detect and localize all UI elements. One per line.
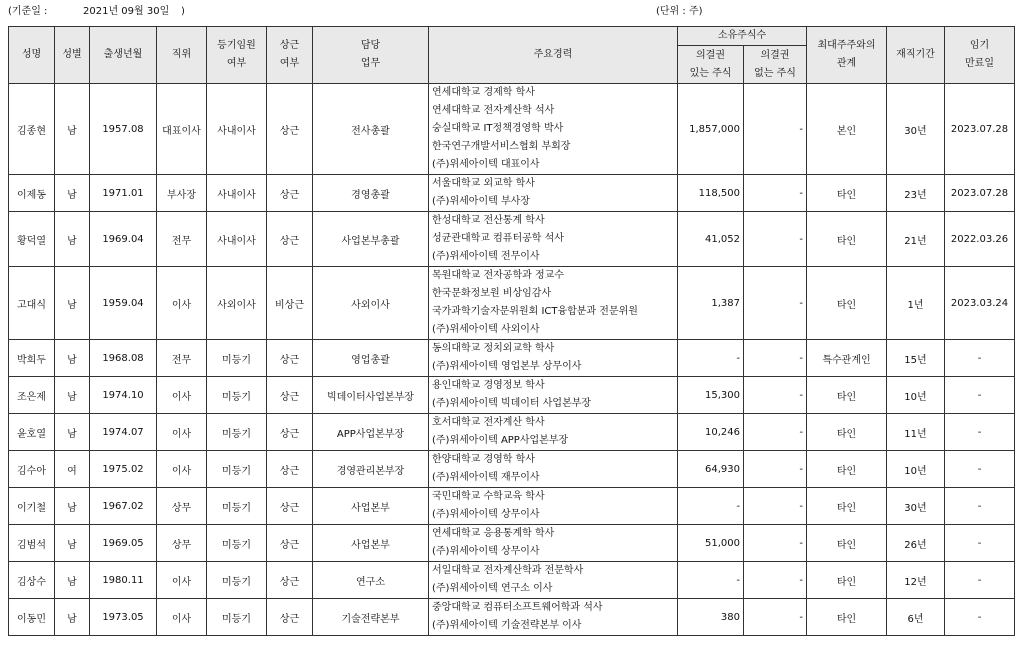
career-line: 서울대학교 외교학 학사 (432, 178, 535, 189)
row-term-end: - (945, 377, 1015, 414)
row-position: 이사 (157, 451, 207, 488)
row-name: 이제동 (9, 175, 55, 212)
row-voting-shares: 15,300 (678, 377, 744, 414)
career-line: (주)위세아이텍 상무이사 (432, 546, 540, 557)
row-term-end: 2023.07.28 (945, 175, 1015, 212)
table-row (9, 525, 1015, 562)
table-header (9, 27, 1015, 84)
row-fulltime: 상근 (267, 377, 313, 414)
table-row (9, 175, 1015, 212)
row-registered: 미등기 (207, 562, 267, 599)
row-term-end: 2023.07.28 (945, 84, 1015, 175)
row-nonvoting-shares: - (744, 599, 807, 636)
table-notes (8, 2, 1014, 18)
career-line: 연세대학교 경제학 학사 (432, 87, 535, 98)
career-line: (주)위세아이텍 전무이사 (432, 251, 540, 262)
row-birth: 1974.10 (90, 377, 157, 414)
row-gender: 남 (55, 599, 90, 636)
row-name: 이기철 (9, 488, 55, 525)
row-relation: 타인 (807, 377, 887, 414)
row-term-end: - (945, 599, 1015, 636)
row-relation: 본인 (807, 84, 887, 175)
header-voting: 의결권 있는 주식 (678, 46, 744, 84)
row-position: 전무 (157, 212, 207, 267)
header-fulltime: 상근 여부 (267, 27, 313, 84)
row-position: 상무 (157, 525, 207, 562)
row-term-end: 2022.03.26 (945, 212, 1015, 267)
table-row (9, 267, 1015, 340)
row-duty: 연구소 (313, 562, 429, 599)
row-nonvoting-shares: - (744, 525, 807, 562)
row-birth: 1973.05 (90, 599, 157, 636)
row-name: 김범석 (9, 525, 55, 562)
base-date-label: (기준일 : (8, 6, 48, 17)
row-registered: 사내이사 (207, 175, 267, 212)
career-line: 연세대학교 전자계산학 석사 (432, 105, 555, 116)
career-line: 국민대학교 수학교육 학사 (432, 491, 545, 502)
row-duty: APP사업본부장 (313, 414, 429, 451)
career-line: 한성대학교 전산통계 학사 (432, 215, 545, 226)
row-relation: 타인 (807, 414, 887, 451)
header-shares-group: 소유주식수 (678, 27, 807, 46)
row-voting-shares: 380 (678, 599, 744, 636)
career-line: 숭실대학교 IT정책경영학 박사 (432, 123, 564, 134)
career-line: 동의대학교 정치외교학 학사 (432, 343, 555, 354)
row-career (429, 84, 678, 175)
row-name: 김상수 (9, 562, 55, 599)
table-row (9, 562, 1015, 599)
row-voting-shares: 64,930 (678, 451, 744, 488)
row-fulltime: 상근 (267, 175, 313, 212)
row-career (429, 599, 678, 636)
row-duty: 사업본부총괄 (313, 212, 429, 267)
row-registered: 사내이사 (207, 84, 267, 175)
row-fulltime: 상근 (267, 340, 313, 377)
row-voting-shares: 41,052 (678, 212, 744, 267)
row-position: 이사 (157, 562, 207, 599)
row-tenure: 30년 (887, 84, 945, 175)
table-row (9, 599, 1015, 636)
row-birth: 1974.07 (90, 414, 157, 451)
career-line: (주)위세아이텍 기술전략본부 이사 (432, 620, 582, 631)
row-term-end: 2023.03.24 (945, 267, 1015, 340)
executives-table (8, 26, 1015, 636)
table-row (9, 451, 1015, 488)
row-fulltime: 상근 (267, 599, 313, 636)
row-term-end: - (945, 414, 1015, 451)
row-position: 대표이사 (157, 84, 207, 175)
row-birth: 1975.02 (90, 451, 157, 488)
row-relation: 타인 (807, 212, 887, 267)
row-gender: 남 (55, 175, 90, 212)
career-line: 서일대학교 전자계산학과 전문학사 (432, 565, 584, 576)
career-line: 성균관대학교 컴퓨터공학 석사 (432, 233, 564, 244)
row-gender: 남 (55, 488, 90, 525)
row-tenure: 21년 (887, 212, 945, 267)
table-row (9, 212, 1015, 267)
header-tenure: 재직기간 (887, 27, 945, 84)
career-line: 국가과학기술자문위원회 ICT융합분과 전문위원 (432, 306, 638, 317)
row-relation: 타인 (807, 525, 887, 562)
row-duty: 사업본부 (313, 525, 429, 562)
row-tenure: 15년 (887, 340, 945, 377)
header-name: 성명 (9, 27, 55, 84)
row-fulltime: 상근 (267, 414, 313, 451)
row-birth: 1959.04 (90, 267, 157, 340)
base-date-close: ) (181, 6, 185, 17)
row-birth: 1968.08 (90, 340, 157, 377)
career-line: 목원대학교 전자공학과 정교수 (432, 270, 564, 281)
row-registered: 사내이사 (207, 212, 267, 267)
row-tenure: 10년 (887, 377, 945, 414)
row-fulltime: 상근 (267, 212, 313, 267)
career-line: (주)위세아이텍 APP사업본부장 (432, 435, 569, 446)
row-voting-shares: 1,387 (678, 267, 744, 340)
career-line: (주)위세아이텍 연구소 이사 (432, 583, 553, 594)
row-term-end: - (945, 340, 1015, 377)
header-nonvoting: 의결권 없는 주식 (744, 46, 807, 84)
career-line: (주)위세아이텍 부사장 (432, 196, 530, 207)
row-career (429, 451, 678, 488)
table-row (9, 488, 1015, 525)
row-career (429, 377, 678, 414)
row-position: 이사 (157, 414, 207, 451)
row-gender: 남 (55, 562, 90, 599)
row-career (429, 414, 678, 451)
row-voting-shares: - (678, 488, 744, 525)
row-term-end: - (945, 525, 1015, 562)
row-gender: 남 (55, 525, 90, 562)
row-name: 고대식 (9, 267, 55, 340)
table-row (9, 340, 1015, 377)
career-line: 중앙대학교 컴퓨터소프트웨어학과 석사 (432, 602, 603, 613)
career-line: 용인대학교 경영정보 학사 (432, 380, 545, 391)
row-registered: 미등기 (207, 451, 267, 488)
unit-note: (단위 : 주) (656, 6, 703, 17)
row-name: 윤호열 (9, 414, 55, 451)
row-position: 이사 (157, 599, 207, 636)
row-gender: 남 (55, 414, 90, 451)
career-line: (주)위세아이텍 빅데이터 사업본부장 (432, 398, 592, 409)
row-relation: 타인 (807, 451, 887, 488)
row-tenure: 23년 (887, 175, 945, 212)
career-line: 연세대학교 응용통계학 학사 (432, 528, 555, 539)
row-tenure: 6년 (887, 599, 945, 636)
row-voting-shares: 118,500 (678, 175, 744, 212)
base-date-value: 2021년 09월 30일 (83, 6, 170, 17)
row-nonvoting-shares: - (744, 84, 807, 175)
row-relation: 타인 (807, 267, 887, 340)
row-position: 상무 (157, 488, 207, 525)
row-duty: 영업총괄 (313, 340, 429, 377)
row-nonvoting-shares: - (744, 377, 807, 414)
row-name: 김종현 (9, 84, 55, 175)
row-career (429, 175, 678, 212)
row-gender: 남 (55, 212, 90, 267)
row-position: 부사장 (157, 175, 207, 212)
row-career (429, 267, 678, 340)
row-term-end: - (945, 562, 1015, 599)
row-name: 박희두 (9, 340, 55, 377)
row-tenure: 26년 (887, 525, 945, 562)
row-voting-shares: 1,857,000 (678, 84, 744, 175)
table-row (9, 84, 1015, 175)
row-nonvoting-shares: - (744, 488, 807, 525)
row-relation: 특수관계인 (807, 340, 887, 377)
career-line: 한국문화정보원 비상임감사 (432, 288, 552, 299)
table-row (9, 377, 1015, 414)
row-nonvoting-shares: - (744, 267, 807, 340)
row-nonvoting-shares: - (744, 562, 807, 599)
row-birth: 1969.05 (90, 525, 157, 562)
row-fulltime: 상근 (267, 488, 313, 525)
row-registered: 사외이사 (207, 267, 267, 340)
row-career (429, 562, 678, 599)
row-nonvoting-shares: - (744, 340, 807, 377)
header-position: 직위 (157, 27, 207, 84)
row-relation: 타인 (807, 562, 887, 599)
row-career (429, 488, 678, 525)
header-relation: 최대주주와의 관계 (807, 27, 887, 84)
header-birth: 출생년월 (90, 27, 157, 84)
row-tenure: 11년 (887, 414, 945, 451)
career-line: (주)위세아이텍 재무이사 (432, 472, 540, 483)
row-gender: 남 (55, 340, 90, 377)
career-line: (주)위세아이텍 영업본부 상무이사 (432, 361, 582, 372)
row-nonvoting-shares: - (744, 451, 807, 488)
row-birth: 1967.02 (90, 488, 157, 525)
header-gender: 성별 (55, 27, 90, 84)
row-voting-shares: - (678, 562, 744, 599)
row-duty: 사업본부 (313, 488, 429, 525)
row-registered: 미등기 (207, 599, 267, 636)
row-tenure: 1년 (887, 267, 945, 340)
row-voting-shares: 51,000 (678, 525, 744, 562)
row-position: 이사 (157, 377, 207, 414)
row-position: 이사 (157, 267, 207, 340)
row-birth: 1971.01 (90, 175, 157, 212)
table-row (9, 414, 1015, 451)
career-line: 한국연구개발서비스협회 부회장 (432, 141, 571, 152)
row-name: 황덕열 (9, 212, 55, 267)
row-fulltime: 상근 (267, 525, 313, 562)
row-registered: 미등기 (207, 414, 267, 451)
row-tenure: 12년 (887, 562, 945, 599)
header-duty: 담당 업무 (313, 27, 429, 84)
row-duty: 기술전략본부 (313, 599, 429, 636)
row-tenure: 10년 (887, 451, 945, 488)
row-registered: 미등기 (207, 488, 267, 525)
row-name: 김수아 (9, 451, 55, 488)
row-birth: 1969.04 (90, 212, 157, 267)
row-fulltime: 비상근 (267, 267, 313, 340)
row-voting-shares: - (678, 340, 744, 377)
header-term-end: 임기 만료일 (945, 27, 1015, 84)
row-birth: 1957.08 (90, 84, 157, 175)
row-fulltime: 상근 (267, 451, 313, 488)
row-relation: 타인 (807, 175, 887, 212)
row-registered: 미등기 (207, 340, 267, 377)
row-term-end: - (945, 451, 1015, 488)
row-name: 조은제 (9, 377, 55, 414)
row-duty: 사외이사 (313, 267, 429, 340)
career-line: (주)위세아이텍 상무이사 (432, 509, 540, 520)
row-career (429, 340, 678, 377)
row-duty: 전사총괄 (313, 84, 429, 175)
row-career (429, 525, 678, 562)
row-gender: 여 (55, 451, 90, 488)
row-name: 이동민 (9, 599, 55, 636)
row-nonvoting-shares: - (744, 414, 807, 451)
row-nonvoting-shares: - (744, 175, 807, 212)
row-fulltime: 상근 (267, 84, 313, 175)
row-career (429, 212, 678, 267)
row-registered: 미등기 (207, 525, 267, 562)
row-duty: 경영총괄 (313, 175, 429, 212)
row-registered: 미등기 (207, 377, 267, 414)
row-duty: 빅데이터사업본부장 (313, 377, 429, 414)
header-registered: 등기임원 여부 (207, 27, 267, 84)
row-birth: 1980.11 (90, 562, 157, 599)
table-body (9, 84, 1015, 636)
row-position: 전무 (157, 340, 207, 377)
row-relation: 타인 (807, 599, 887, 636)
row-voting-shares: 10,246 (678, 414, 744, 451)
row-gender: 남 (55, 84, 90, 175)
career-line: 한양대학교 경영학 학사 (432, 454, 535, 465)
row-term-end: - (945, 488, 1015, 525)
row-gender: 남 (55, 267, 90, 340)
row-duty: 경영관리본부장 (313, 451, 429, 488)
career-line: 호서대학교 전자계산 학사 (432, 417, 545, 428)
row-fulltime: 상근 (267, 562, 313, 599)
header-career: 주요경력 (429, 27, 678, 84)
base-date-note (8, 2, 185, 17)
career-line: (주)위세아이텍 사외이사 (432, 324, 540, 335)
row-tenure: 30년 (887, 488, 945, 525)
row-gender: 남 (55, 377, 90, 414)
row-nonvoting-shares: - (744, 212, 807, 267)
career-line: (주)위세아이텍 대표이사 (432, 159, 540, 170)
row-relation: 타인 (807, 488, 887, 525)
